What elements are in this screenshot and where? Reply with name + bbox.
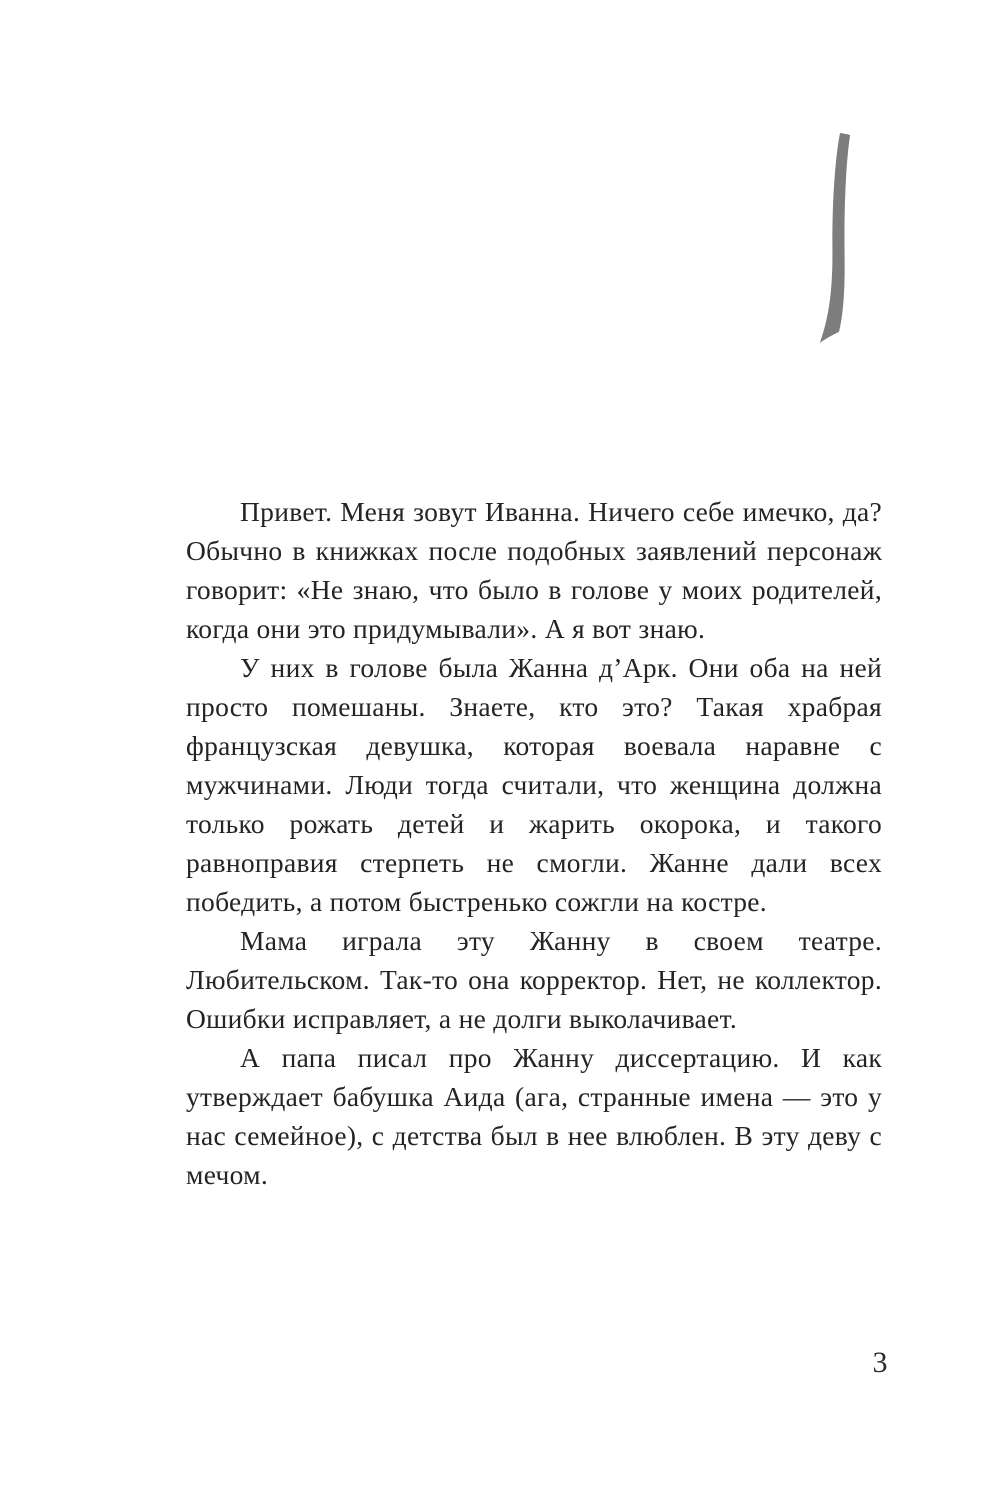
paragraph: У них в голове была Жанна д’Арк. Они оба на ней просто помешаны. Знаете, кто это? Такая храбрая французская девушка, которая воевала наравне с мужчинами. Люди тогда считали, что женщина должна только рожать детей и жарить окорока, и такого равноправия стерпеть не смогли. Жанне дали всех победить, а потом быстренько сожгли на костре. [186, 652, 882, 917]
page-number: 3 [872, 1346, 888, 1379]
chapter-numeral [814, 133, 864, 347]
chapter-numeral-glyph [814, 133, 864, 347]
paragraph: А папа писал про Жанну диссертацию. И как утверждает бабушка Аида (ага, странные имена — это у нас семейное), с детства был в нее влюблен. В эту деву с мечом. [186, 1042, 882, 1190]
paragraph: Привет. Меня зовут Иванна. Ничего себе имечко, да? Обычно в книжках после подобных заявлений персонаж говорит: «Не знаю, что было в голове у моих родителей, когда они это придумывали». А я вот знаю. [186, 496, 882, 644]
paragraph: Мама играла эту Жанну в своем театре. Любительском. Так-то она корректор. Нет, не коллектор. Ошибки исправляет, а не долги выколачивает. [186, 925, 882, 1034]
body-text [186, 492, 882, 1194]
